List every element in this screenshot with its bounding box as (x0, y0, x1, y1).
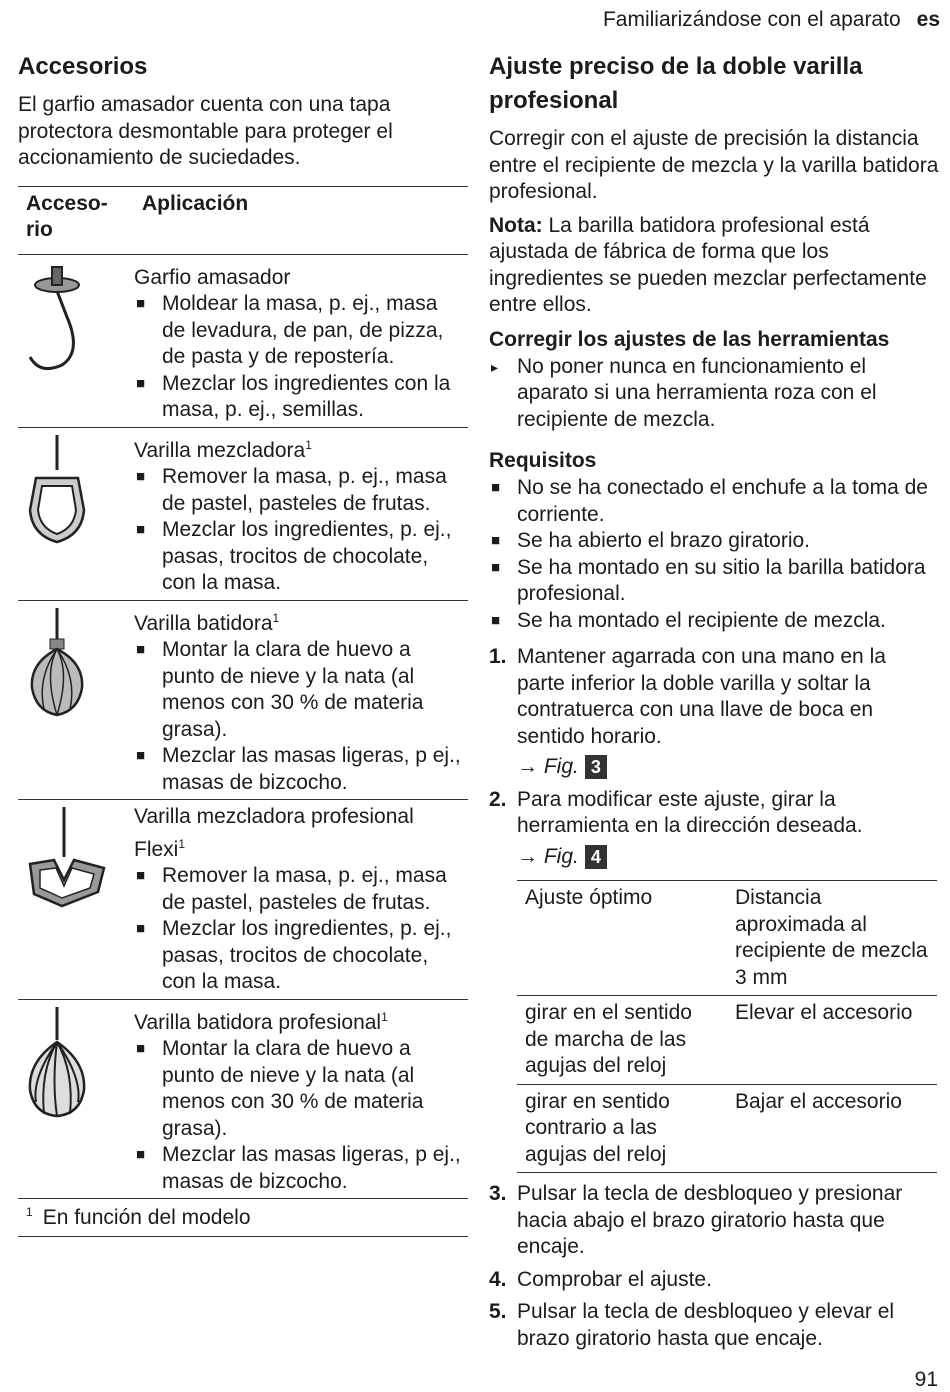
list-item: ■ Remover la masa, p. ej., masa de pastel, pasteles de frutas. (134, 863, 464, 916)
list-item: ■ Mezclar las masas ligeras, p ej., masas de bizcocho. (134, 1142, 464, 1195)
uses-list (134, 637, 464, 796)
whisk-icon (18, 600, 134, 800)
uses-list (134, 863, 464, 996)
adjustment-table (517, 880, 937, 1173)
steps-list (489, 644, 939, 1352)
accessories-table (18, 186, 468, 1200)
figure-number: 3 (585, 755, 607, 779)
requirements-heading: Requisitos (489, 449, 597, 472)
header-application: Aplicación (142, 191, 249, 215)
flexi-beater-icon (18, 800, 134, 1000)
note-paragraph (489, 213, 939, 319)
footnote-ref: 1 (305, 437, 312, 452)
step-number: 3. (489, 1182, 507, 1205)
warning-item: ▸ No poner nunca en funcionamiento el aparato si una herramienta roza con el recipiente de mezcla. (489, 354, 939, 434)
table-row: girar en el sentido de marcha de las agujas del reloj Elevar el accesorio (517, 996, 937, 1085)
step-number: 2. (489, 787, 507, 811)
accessory-name: Garfio amasador (134, 265, 291, 289)
dough-hook-icon (18, 254, 134, 427)
table-header-row (18, 186, 468, 254)
figure-number: 4 (585, 845, 607, 869)
figure-reference: → Fig. 3 (517, 754, 939, 781)
step-text: Para modificar este ajuste, girar la herramienta en la dirección deseada. (517, 787, 863, 837)
note-label: Nota: (489, 213, 543, 237)
requirement-item: ■ Se ha montado el recipiente de mezcla. (489, 608, 939, 635)
list-item: ■ Remover la masa, p. ej., masa de pastel, pasteles de frutas. (134, 464, 464, 517)
page-number: 91 (914, 1368, 938, 1391)
list-item: ■ Moldear la masa, p. ej., masa de levadura, de pan, de pizza, de pasta y de repostería. (134, 291, 464, 371)
table-row: Ajuste óptimo Distancia aproximada al recipiente de mezcla 3 mm (517, 881, 937, 996)
table-row (18, 254, 468, 427)
accessory-name: Varilla mezcladora profesional Flexi$^1$ (134, 805, 414, 861)
requirement-item: ■ Se ha abierto el brazo giratorio. (489, 528, 939, 555)
list-item: ■ Mezclar los ingredientes, p. ej., pasas, trocitos de chocolate, con la masa. (134, 517, 464, 597)
step-item (489, 787, 939, 1174)
accessory-name: Varilla mezcladora$^1$ (134, 437, 312, 462)
step-text: Mantener agarrada con una mano en la parte inferior la doble varilla y soltar la contratuerca con una llave de boca en sentido horario. (517, 645, 886, 748)
left-column (18, 50, 468, 1237)
header-accessory: Acceso- rio (26, 191, 108, 241)
adjust-intro: Corregir con el ajuste de precisión la distancia entre el recipiente de mezcla y la varilla batidora profesional. (489, 127, 939, 203)
uses-list (134, 464, 464, 597)
page-header (603, 8, 940, 32)
table-row: girar en sentido contrario a las agujas del reloj Bajar el accesorio (517, 1084, 937, 1173)
table-row (18, 427, 468, 600)
figure-reference: → Fig. 4 (517, 844, 939, 871)
footnote-text: En función del modelo (42, 1206, 251, 1229)
footnote-ref: 1 (178, 836, 186, 851)
step-text: Pulsar la tecla de desbloqueo y presionar hacia abajo el brazo giratorio hasta que encaje. (517, 1182, 903, 1258)
list-item: ■ Mezclar los ingredientes, p. ej., pasas, trocitos de chocolate, con la masa. (134, 916, 464, 996)
note-text: La barilla batidora profesional está ajustada de fábrica de forma que los ingredientes se pueden mezclar perfectamente entre ellos. (489, 213, 927, 316)
right-column (489, 50, 939, 1358)
uses-list (134, 291, 464, 424)
step-number: 5. (489, 1300, 507, 1323)
accessories-title: Accesorios (18, 53, 148, 80)
step-item (489, 1267, 939, 1294)
requirements-list (489, 475, 939, 634)
step-number: 1. (489, 645, 507, 668)
header-title: Familiarizándose con el aparato (602, 8, 901, 31)
footnote-ref: 1 (272, 610, 280, 625)
language-code: es (916, 8, 940, 31)
accessories-intro: El garfio amasador cuenta con una tapa protectora desmontable para proteger el accionamiento de suciedades. (18, 93, 393, 169)
list-item: ■ Montar la clara de huevo a punto de nieve y la nata (al menos con 30 % de materia grasa). (134, 637, 464, 743)
requirement-item: ■ Se ha montado en su sitio la barilla batidora profesional. (489, 555, 939, 608)
correct-heading: Corregir los ajustes de las herramientas (489, 327, 890, 351)
pro-whisk-icon (18, 999, 134, 1199)
accessory-name: Varilla batidora profesional$^1$ (134, 1009, 388, 1034)
list-item: ■ Mezclar las masas ligeras, p ej., masas de bizcocho. (134, 743, 464, 796)
step-item (489, 1299, 939, 1352)
requirement-item: ■ No se ha conectado el enchufe a la toma de corriente. (489, 475, 939, 528)
accessory-name: Varilla batidora$^1$ (134, 610, 280, 635)
uses-list (134, 1036, 464, 1195)
table-row (18, 800, 468, 1000)
table-row (18, 999, 468, 1199)
step-text: Comprobar el ajuste. (517, 1267, 712, 1291)
table-row (18, 600, 468, 800)
step-number: 4. (489, 1267, 507, 1291)
footnote-ref: 1 (381, 1009, 388, 1024)
footnote-mark: 1 (26, 1205, 33, 1219)
footnote (18, 1199, 468, 1237)
step-item (489, 1181, 939, 1261)
step-text: Pulsar la tecla de desbloqueo y elevar el brazo giratorio hasta que encaje. (517, 1300, 895, 1350)
list-item: ■ Mezclar los ingredientes con la masa, p. ej., semillas. (134, 371, 464, 424)
mixing-beater-icon (18, 427, 134, 600)
step-item (489, 644, 939, 781)
list-item: ■ Montar la clara de huevo a punto de nieve y la nata (al menos con 30 % de materia grasa). (134, 1036, 464, 1142)
adjust-title: Ajuste preciso de la doble varilla profesional (489, 53, 863, 114)
